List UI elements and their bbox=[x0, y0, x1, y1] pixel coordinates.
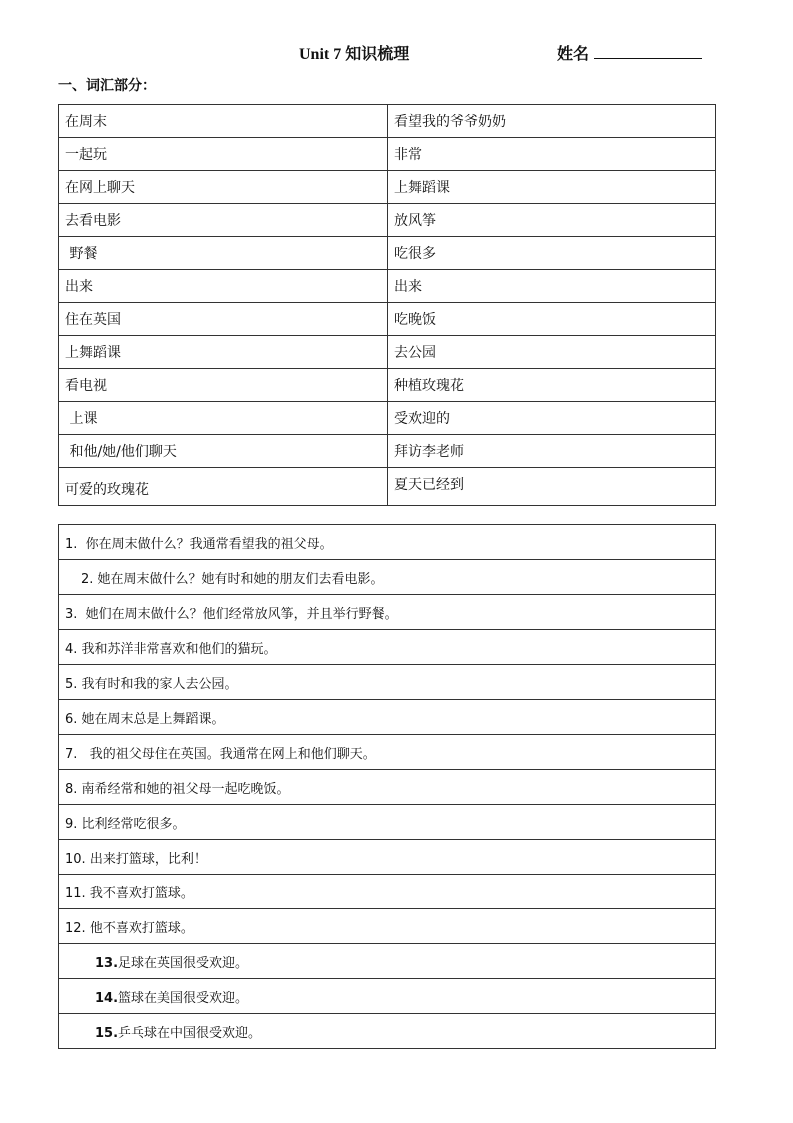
sentence-text: 她在周末做什么？她有时和她的朋友们去看电影。 bbox=[93, 571, 384, 587]
vocab-cell: 上舞蹈课 bbox=[59, 336, 388, 369]
vocab-row bbox=[59, 468, 716, 506]
vocab-row bbox=[59, 303, 716, 336]
vocab-cell: 野餐 bbox=[59, 237, 388, 270]
sentence-text: 篮球在美国很受欢迎。 bbox=[118, 990, 249, 1006]
sentence-text: 足球在英国很受欢迎。 bbox=[118, 955, 249, 971]
sentence-text: 他不喜欢打篮球。 bbox=[85, 920, 194, 936]
sentence-number: 1. bbox=[65, 536, 78, 552]
name-label: 姓名 bbox=[557, 46, 590, 63]
sentence-number: 4. bbox=[65, 641, 78, 657]
sentence-row bbox=[59, 735, 716, 770]
sentence-number: 13. bbox=[95, 955, 119, 971]
sentence-text: 我不喜欢打篮球。 bbox=[85, 886, 194, 901]
sentence-row bbox=[59, 944, 716, 979]
vocab-cell: 住在英国 bbox=[59, 303, 388, 336]
vocab-row bbox=[59, 435, 716, 468]
sentence-row bbox=[59, 805, 716, 840]
vocab-row bbox=[59, 171, 716, 204]
vocab-row bbox=[59, 336, 716, 369]
vocab-row bbox=[59, 369, 716, 402]
vocab-row bbox=[59, 270, 716, 303]
sentence-row bbox=[59, 770, 716, 805]
vocab-row bbox=[59, 105, 716, 138]
sentence-cell bbox=[59, 909, 716, 944]
sentence-row bbox=[59, 909, 716, 944]
sentence-text: 我有时和我的家人去公园。 bbox=[77, 676, 238, 692]
sentence-number: 9. bbox=[65, 816, 78, 832]
vocab-cell: 吃很多 bbox=[388, 237, 716, 270]
sentence-number: 7. bbox=[65, 746, 78, 762]
sentence-row bbox=[59, 595, 716, 630]
sentence-text: 我和苏洋非常喜欢和他们的猫玩。 bbox=[77, 641, 277, 657]
sentence-number: 3. bbox=[65, 606, 78, 622]
sentence-cell bbox=[59, 735, 716, 770]
sentence-number: 2. bbox=[81, 571, 94, 587]
vocab-row bbox=[59, 204, 716, 237]
sentence-number: 8. bbox=[65, 781, 78, 797]
vocab-cell: 种植玫瑰花 bbox=[388, 369, 716, 402]
sentence-cell bbox=[59, 560, 716, 595]
vocab-cell: 拜访李老师 bbox=[388, 435, 716, 468]
sentence-number: 6. bbox=[65, 711, 78, 727]
sentence-row bbox=[59, 665, 716, 700]
sentence-row bbox=[59, 1014, 716, 1049]
sentence-text: 南希经常和她的祖父母一起吃晚饭。 bbox=[77, 781, 290, 797]
sentence-row bbox=[59, 560, 716, 595]
sentence-row bbox=[59, 840, 716, 875]
sentence-text: 我的祖父母住在英国。我通常在网上和他们聊天。 bbox=[77, 746, 376, 762]
sentence-cell bbox=[59, 944, 716, 979]
sentence-text: 乒乓球在中国很受欢迎。 bbox=[118, 1025, 262, 1041]
vocab-cell: 受欢迎的 bbox=[388, 402, 716, 435]
sentence-cell bbox=[59, 525, 716, 560]
sentence-number: 10. bbox=[65, 851, 86, 867]
sentence-cell bbox=[59, 875, 716, 909]
vocab-cell: 去公园 bbox=[388, 336, 716, 369]
sentence-cell bbox=[59, 1014, 716, 1049]
vocab-row bbox=[59, 402, 716, 435]
sentence-table bbox=[58, 524, 716, 1049]
sentence-row bbox=[59, 630, 716, 665]
sentence-cell bbox=[59, 840, 716, 875]
page-title: Unit 7 知识梳理 bbox=[299, 46, 410, 63]
vocab-table bbox=[58, 104, 716, 506]
vocab-cell: 吃晚饭 bbox=[388, 303, 716, 336]
vocab-cell: 去看电影 bbox=[59, 204, 388, 237]
vocab-cell: 看望我的爷爷奶奶 bbox=[388, 105, 716, 138]
name-blank-line[interactable] bbox=[594, 58, 702, 59]
vocab-cell: 可爱的玫瑰花 bbox=[59, 468, 388, 506]
vocab-row bbox=[59, 237, 716, 270]
vocab-cell: 一起玩 bbox=[59, 138, 388, 171]
sentence-cell bbox=[59, 805, 716, 840]
vocab-cell: 出来 bbox=[59, 270, 388, 303]
vocab-cell: 放风筝 bbox=[388, 204, 716, 237]
vocab-cell: 和他/她/他们聊天 bbox=[59, 435, 388, 468]
sentence-cell bbox=[59, 700, 716, 735]
sentence-text: 她在周末总是上舞蹈课。 bbox=[77, 711, 225, 727]
vocab-cell: 在网上聊天 bbox=[59, 171, 388, 204]
sentence-text: 比利经常吃很多。 bbox=[77, 816, 186, 832]
section-heading: 一、词汇部分： bbox=[58, 78, 156, 94]
vocab-cell: 上舞蹈课 bbox=[388, 171, 716, 204]
sentence-cell bbox=[59, 630, 716, 665]
page-header bbox=[0, 38, 793, 64]
vocab-cell: 出来 bbox=[388, 270, 716, 303]
vocab-cell: 看电视 bbox=[59, 369, 388, 402]
sentence-row bbox=[59, 700, 716, 735]
sentence-text: 你在周末做什么？我通常看望我的祖父母。 bbox=[77, 536, 333, 552]
sentence-number: 14. bbox=[95, 990, 119, 1006]
vocab-cell: 夏天已经到 bbox=[388, 468, 716, 506]
sentence-row bbox=[59, 979, 716, 1014]
vocab-cell: 上课 bbox=[59, 402, 388, 435]
sentence-row bbox=[59, 525, 716, 560]
sentence-number: 12. bbox=[65, 920, 86, 936]
sentence-text: 她们在周末做什么？他们经常放风筝，并且举行野餐。 bbox=[77, 606, 398, 622]
sentence-cell bbox=[59, 595, 716, 630]
sentence-cell bbox=[59, 770, 716, 805]
vocab-cell: 在周末 bbox=[59, 105, 388, 138]
sentence-text: 出来打篮球，比利！ bbox=[85, 851, 207, 867]
sentence-number: 5. bbox=[65, 676, 78, 692]
sentence-row bbox=[59, 875, 716, 909]
sentence-number: 15. bbox=[95, 1025, 119, 1041]
vocab-cell: 非常 bbox=[388, 138, 716, 171]
sentence-cell bbox=[59, 665, 716, 700]
sentence-cell bbox=[59, 979, 716, 1014]
sentence-number: 11. bbox=[65, 886, 86, 901]
vocab-row bbox=[59, 138, 716, 171]
